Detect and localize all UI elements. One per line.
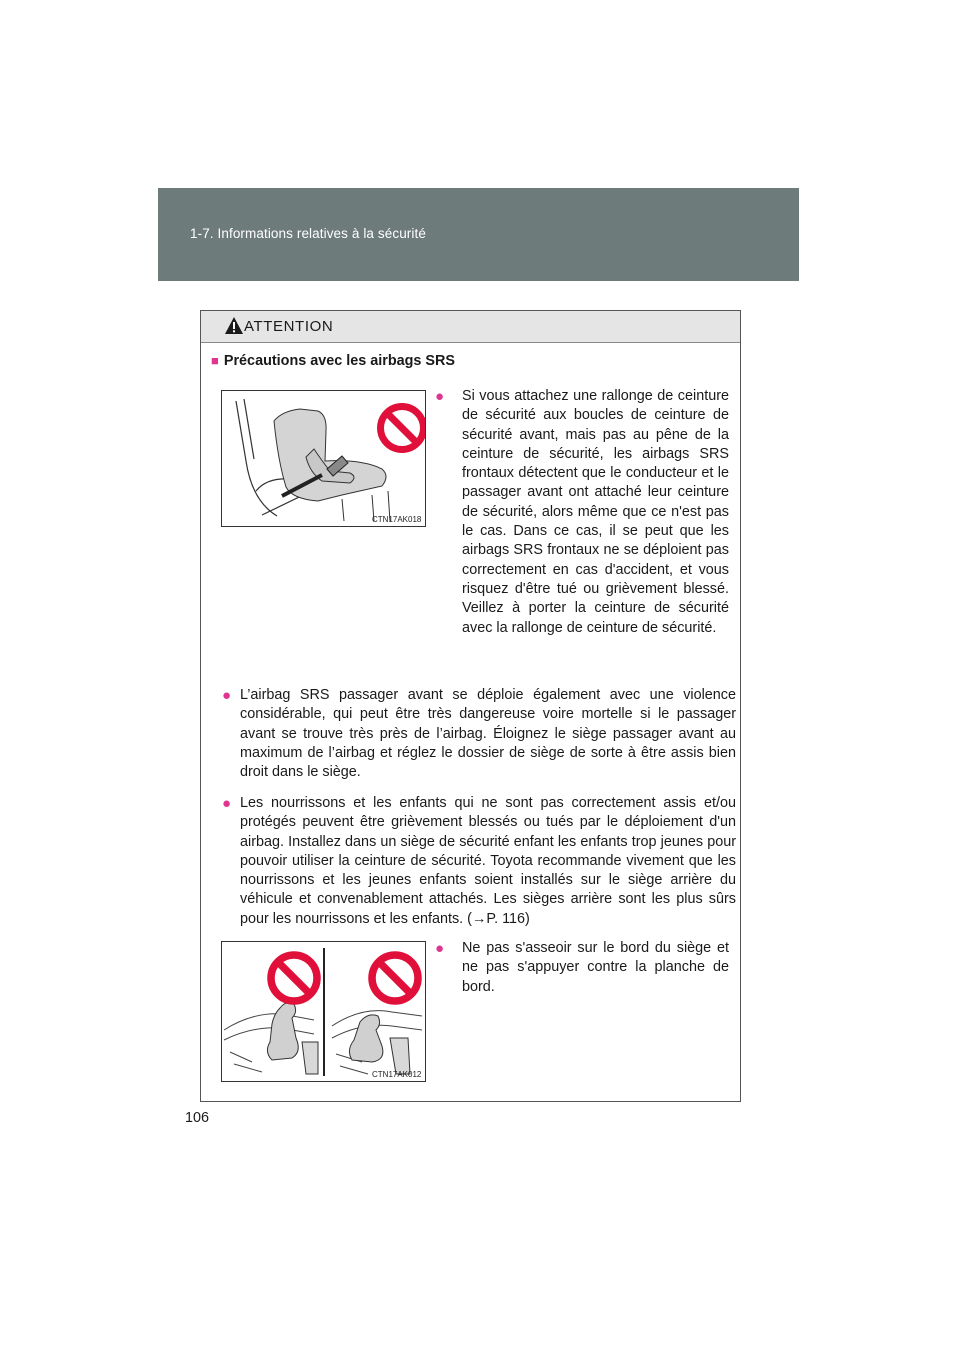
header-band [158,188,799,281]
illustration-code: CTN17AK018 [372,515,422,524]
bullet-dot-icon: ● [222,795,232,812]
prohibition-icon [271,955,317,1001]
warning-header [201,311,740,343]
page-number: 106 [185,1110,210,1126]
illustration-seating-position [221,941,426,1082]
bullet-text: Ne pas s'asseoir sur le bord du siège et ne pas s'appuyer contre la planche de bord. [462,940,729,995]
bullet-text: Les nourrissons et les enfants qui ne sont pas correctement assis et/ou protégés peuvent être grièvement blessés ou tués par le déploiement d'un airbag. Installez dans un siège de sécurité enfant les enfants trop jeunes pour pouvoir utiliser la ceinture de sécurité. Toyota recommande vivement que les nourrissons et les jeunes enfants soient installés sur le siège arrière du véhicule et convenablement attachés. Les sièges arrière sont les plus sûrs pour les nourrissons et les enfants. (→P. 116) [240,795,736,927]
warning-label: ATTENTION [244,318,334,335]
bullet-text: L’airbag SRS passager avant se déploie également avec une violence considérable, qui peut être très dangereuse voire mortelle si le passager avant se trouve très près de l’airbag. Éloignez le siège passager avant au maximum de l’airbag et réglez le dossier de siège de sorte à être assis bien droit dans le siège. [240,687,736,781]
warning-section-title [211,353,455,369]
warning-box [200,310,741,1102]
illustration-code: CTN17AK012 [372,1070,422,1079]
bullet-item [435,387,729,638]
bullet-item [435,939,729,997]
section-title: 1-7. Informations relatives à la sécurité [190,226,426,241]
bullet-text: Si vous attachez une rallonge de ceinture de sécurité aux boucles de ceinture de sécurité avant, mais pas au pêne de la ceinture de sécurité, les airbags SRS frontaux détectent que le conducteur et le passager avant ont attaché leur ceinture de sécurité, alors même que ce n'est pas le cas. Dans ce cas, il se peut que les airbags SRS frontaux ne se déploient pas correctement en cas d'accident, et vous risquez d'être tué ou grièvement blessé. Veillez à porter la ceinture de sécurité avec la rallonge de ceinture de sécurité. [462,388,729,636]
illustration-seatbelt-extender [221,390,426,527]
seating-position-drawing [222,942,425,1081]
bullet-dot-icon: ● [222,687,232,704]
warning-triangle-icon [224,316,244,335]
seatbelt-extender-drawing [222,391,425,526]
bullet-dot-icon: ● [435,388,445,405]
prohibition-icon [381,407,424,450]
bullet-dot-icon: ● [435,940,445,957]
prohibition-icon [372,955,418,1001]
bullet-item [222,686,736,782]
warning-section-title-text: Précautions avec les airbags SRS [223,353,456,369]
square-bullet-icon: ■ [211,353,219,368]
bullet-item [222,794,736,929]
